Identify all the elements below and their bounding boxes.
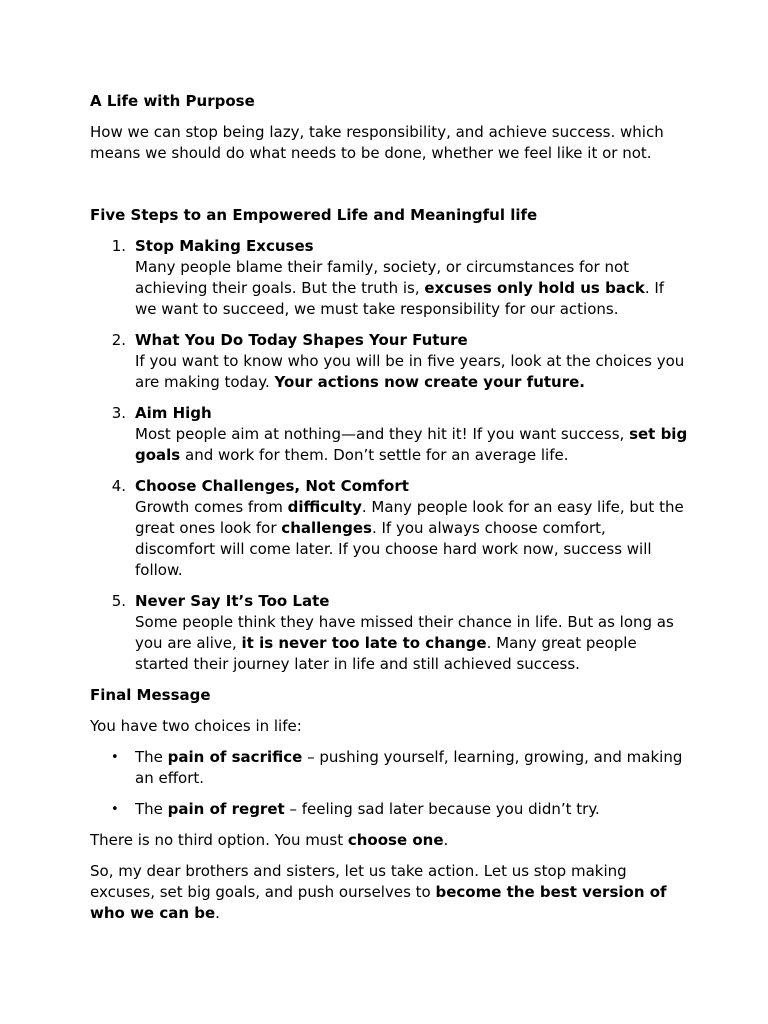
paragraph-text: .	[443, 831, 449, 849]
step-text: Many people blame their family, society, or circumstances for not achieving their goals. But the truth is,	[135, 258, 630, 297]
step-emphasis: it is never too late to change	[241, 634, 487, 652]
step-emphasis: set big goals	[135, 425, 688, 464]
step-title: Choose Challenges, Not Comfort	[135, 477, 409, 495]
step-title: What You Do Today Shapes Your Future	[135, 331, 468, 349]
choice-text: The	[135, 748, 168, 766]
step-body	[135, 424, 690, 466]
bullet-icon: •	[111, 750, 119, 765]
step-text: . Many people look for an easy life, but the great ones look for	[135, 498, 684, 537]
step-title: Never Say It’s Too Late	[135, 592, 330, 610]
step-emphasis: challenges	[281, 519, 372, 537]
step-item	[90, 591, 690, 675]
step-number: 4.	[111, 477, 126, 495]
paragraph-text: There is no third option. You must	[90, 831, 348, 849]
step-body	[135, 497, 690, 581]
document-body	[90, 90, 690, 924]
step-text: . If you always choose comfort, discomfort will come later. If you choose hard work now, success will follow.	[135, 519, 652, 579]
step-body	[135, 612, 690, 675]
step-emphasis: excuses only hold us back	[424, 279, 645, 297]
step-title: Aim High	[135, 404, 212, 422]
step-item	[90, 476, 690, 581]
bullet-icon: •	[111, 802, 119, 817]
step-text: . If we want to succeed, we must take responsibility for our actions.	[135, 279, 665, 318]
step-body	[135, 257, 690, 320]
step-item	[90, 236, 690, 320]
step-text: and work for them. Don’t settle for an average life.	[180, 446, 569, 464]
paragraph-text: So, my dear brothers and sisters, let us take action. Let us stop making excuses, set big goals, and push ourselves to	[90, 862, 627, 901]
choice-item	[90, 747, 690, 789]
closing-paragraph	[90, 861, 690, 924]
choice-text: – pushing yourself, learning, growing, and making an effort.	[135, 748, 683, 787]
choice-text: – feeling sad later because you didn’t try.	[284, 800, 600, 818]
step-title: Stop Making Excuses	[135, 237, 314, 255]
step-text: Most people aim at nothing—and they hit it! If you want success,	[135, 425, 630, 443]
step-item	[90, 403, 690, 466]
step-emphasis: difficulty	[287, 498, 362, 516]
step-number: 1.	[111, 237, 126, 255]
step-number: 5.	[111, 592, 126, 610]
choice-text: The	[135, 800, 168, 818]
choices-list	[90, 747, 690, 820]
step-text: . Many great people started their journey later in life and still achieved success.	[135, 634, 637, 673]
step-number: 2.	[111, 331, 126, 349]
final-message-heading: Final Message	[90, 686, 211, 704]
paragraph-emphasis: choose one	[347, 831, 444, 849]
step-body	[135, 351, 690, 393]
steps-list	[90, 236, 690, 675]
paragraph-text: .	[215, 904, 220, 922]
intro-paragraph: How we can stop being lazy, take responsibility, and achieve success. which means we should do what needs to be done, whether we feel like it or not.	[90, 123, 664, 162]
choice-item	[90, 799, 690, 820]
step-emphasis: Your actions now create your future.	[274, 373, 585, 391]
step-text: If you want to know who you will be in five years, look at the choices you are making today.	[135, 352, 685, 391]
step-text: Some people think they have missed their chance in life. But as long as you are alive,	[135, 613, 674, 652]
choice-emphasis: pain of regret	[167, 800, 285, 818]
step-number: 3.	[111, 404, 126, 422]
choice-emphasis: pain of sacrifice	[167, 748, 303, 766]
step-text: Growth comes from	[135, 498, 288, 516]
document-title: A Life with Purpose	[90, 92, 255, 110]
choices-intro: You have two choices in life:	[90, 717, 302, 735]
paragraph-emphasis: become the best version of who we can be	[90, 883, 667, 922]
no-third-option-paragraph	[90, 830, 690, 851]
steps-heading: Five Steps to an Empowered Life and Meaningful life	[90, 206, 538, 224]
step-item	[90, 330, 690, 393]
